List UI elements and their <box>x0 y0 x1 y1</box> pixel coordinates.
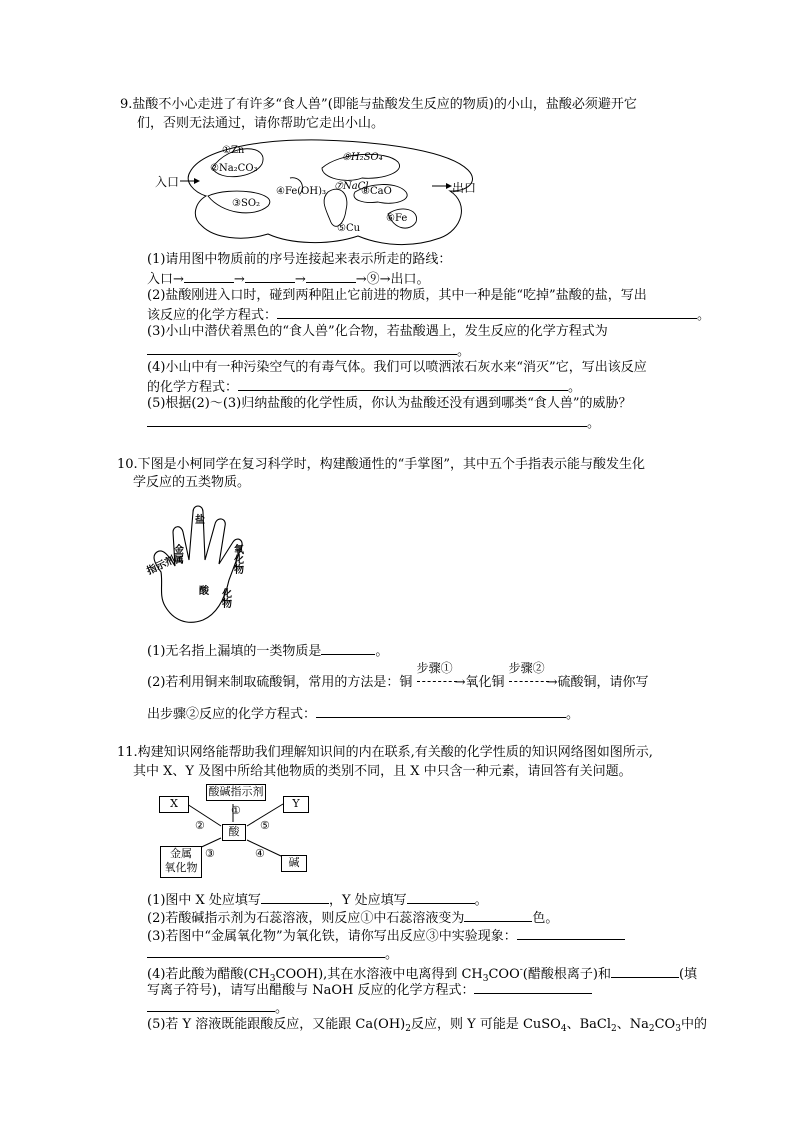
q11-p5-t6: 中的 <box>680 1017 707 1032</box>
q11-p5-sub4: 2 <box>648 1024 655 1034</box>
palm-label-2: 化物 <box>219 588 231 608</box>
q11-p5-sub1: 2 <box>405 1024 411 1034</box>
q11-part4-line2 <box>147 980 592 999</box>
step1-arrow <box>416 661 461 691</box>
node-metal-oxide <box>160 846 202 878</box>
edge-4: ④ <box>255 847 265 860</box>
q9-part4-line2 <box>147 377 581 396</box>
route-arrow-1: → <box>233 272 245 287</box>
q10-hand-diagram <box>143 502 258 627</box>
q11-p5-t1: (5)若 Y 溶液既能跟酸反应，又能跟 Ca(OH) <box>147 1017 406 1032</box>
q11-part1-label: (1)图中 X 处应填写 <box>147 893 261 908</box>
q10-part2-line2 <box>147 704 579 723</box>
item-so2: ③SO₂ <box>232 198 261 209</box>
q10-part2-period: 。 <box>566 707 580 722</box>
q9-part4-period: 。 <box>568 380 582 395</box>
metal-oxide-line1: 金属 <box>170 847 192 860</box>
step2-arrowhead: → <box>546 675 558 690</box>
copper-oxide: 氧化铜 <box>465 675 505 690</box>
q10-part2-label2: 出步骤②反应的化学方程式： <box>147 707 317 722</box>
node-indicator: 酸碱指示剂 <box>206 784 266 801</box>
q9-part4-line1: (4)小山中有一种污染空气的有毒气体。我们可以喷洒浓石灰水来“消灭”它，写出该反应 <box>147 360 647 375</box>
item-na2co3: ②Na₂CO₃ <box>210 163 258 174</box>
item-h2so4: ⑨H₂SO₄ <box>342 152 383 163</box>
q11-p4-sup: - <box>519 965 523 975</box>
q11-part5-line1 <box>147 1016 707 1038</box>
q11-p5-sub2: 4 <box>560 1024 567 1034</box>
q9-part5-line1: (5)根据(2)～(3)归纳盐酸的化学性质，你认为盐酸还没有遇到哪类“食人兽”的威胁？ <box>147 396 632 411</box>
q11-p4-t3: COO <box>488 967 520 982</box>
q9-part3-line1: (3)小山中潜伏着黑色的“食人兽”化合物，若盐酸遇上，发生反应的化学方程式为 <box>147 324 608 339</box>
q9-part1-route <box>147 269 430 288</box>
q11-p4-t5: (填 <box>678 967 698 982</box>
q9-part5-period: 。 <box>587 416 601 431</box>
q11-p5-t3: 、BaCl <box>566 1017 611 1032</box>
q11-stem-line1: 11.构建知识网络能帮助我们理解知识间的内在联系,有关酸的化学性质的知识网络图如图所示, <box>117 745 653 760</box>
q10-stem-line1: 10.下图是小柯同学在复习科学时，构建酸通性的“手掌图”，其中五个手指表示能与酸发生化 <box>117 457 645 472</box>
q11-part2-label: (2)若酸碱指示剂为石蕊溶液，则反应①中石蕊溶液变为 <box>147 911 465 926</box>
entrance-label: 入口 <box>155 175 180 189</box>
q11-part2-tail: 色。 <box>532 911 559 926</box>
node-y: Y <box>283 796 309 813</box>
exit-label: 出口 <box>452 181 477 195</box>
step2-arrow <box>508 661 553 691</box>
q11-part3-line1 <box>147 926 625 945</box>
q11-part3-answer-a[interactable] <box>517 926 625 940</box>
q11-part1-period: 。 <box>474 893 488 908</box>
step2-label: 步骤② <box>508 661 545 675</box>
q11-stem-line2: 其中 X、Y 及图中所给其他物质的类别不同，且 X 中只含一种元素，请回答有关问题。 <box>133 764 632 779</box>
q11-part2-answer[interactable] <box>464 908 532 922</box>
q11-part1 <box>147 890 488 909</box>
middle-label: 盐 <box>192 514 204 524</box>
q10-part1-answer[interactable] <box>321 641 375 655</box>
q9-part2-line2 <box>147 305 710 324</box>
q9-part4-label: 的化学方程式： <box>147 380 239 395</box>
q9-stem-line2: 们，否则无法通过，请你帮助它走出小山。 <box>137 116 385 131</box>
index-label: 金属 <box>171 544 183 564</box>
q11-p4-t2: COOH),其在水溶液中电离得到 CH <box>275 967 483 982</box>
node-base: 碱 <box>281 855 307 872</box>
item-feoh3: ④Fe(OH)₃ <box>276 186 327 197</box>
q9-part3-answer[interactable] <box>147 341 457 355</box>
route-end: →⑨→出口。 <box>355 272 430 287</box>
route-blank-3[interactable] <box>306 269 356 283</box>
palm-label: 酸 <box>199 586 209 597</box>
q11-p4-t1: (4)若此酸为醋酸(CH <box>147 967 270 982</box>
route-start: 入口→ <box>147 272 184 287</box>
item-zn: ①Zn <box>222 145 245 156</box>
q11-p5-sub3: 2 <box>611 1024 617 1034</box>
step1-arrowhead: → <box>454 675 466 690</box>
item-cu: ⑤Cu <box>337 223 361 234</box>
q11-p5-t2: 反应，则 Y 可能是 CuSO <box>410 1017 561 1032</box>
step1-label: 步骤① <box>416 661 453 675</box>
q9-part5-line2 <box>147 413 600 432</box>
q9-part4-answer[interactable] <box>238 377 568 391</box>
q9-part3-line2 <box>147 341 470 360</box>
q11-p5-t5: CO <box>654 1017 676 1032</box>
metal-oxide-line2: 氧化物 <box>164 861 198 874</box>
item-nacl: ⑦NaCl <box>334 181 369 192</box>
q9-part2-answer[interactable] <box>277 305 697 319</box>
q9-part2-line1: (2)盐酸刚进入口时，碰到两种阻止它前进的物质，其中一种是能“吃掉”盐酸的盐，写出 <box>147 288 647 303</box>
q11-part3-label: (3)若图中“金属氧化物”为氧化铁，请你写出反应③中实验现象： <box>147 929 517 944</box>
q11-part4-answer-b[interactable] <box>147 998 275 1012</box>
q11-part4-line3 <box>147 998 288 1017</box>
q11-part1-mid: ，Y 处应填写 <box>328 893 407 908</box>
q9-part2-period: 。 <box>697 308 711 323</box>
q11-part3-period: 。 <box>385 947 399 962</box>
q9-part2-label: 该反应的化学方程式： <box>147 308 278 323</box>
node-x: X <box>159 796 189 813</box>
q11-p5-t4: 、Na <box>616 1017 649 1032</box>
route-blank-1[interactable] <box>184 269 234 283</box>
route-arrow-2: → <box>294 272 306 287</box>
thumb-label: 指示剂 <box>145 554 178 578</box>
q9-stem-line1: 9.盐酸不小心走进了有许多“食人兽”(即能与盐酸发生反应的物质)的小山，盐酸必须避开它 <box>120 97 637 112</box>
q9-part1-prompt: (1)请用图中物质前的序号连接起来表示所走的路线： <box>147 252 452 267</box>
q11-part4-answer-a[interactable] <box>474 980 592 994</box>
item-cao: ⑧CaO <box>361 186 392 197</box>
q10-part2-answer[interactable] <box>316 704 566 718</box>
q10-part2-label: (2)若利用铜来制取硫酸铜，常用的方法是：铜 <box>147 675 413 690</box>
q10-part1 <box>147 641 388 660</box>
edge-3: ③ <box>205 847 215 860</box>
q9-part3-period: 。 <box>457 344 471 359</box>
q11-part4-ion-answer[interactable] <box>611 964 679 978</box>
q11-x-answer[interactable] <box>261 890 329 904</box>
item-fe: ⑥Fe <box>386 213 408 224</box>
route-blank-2[interactable] <box>245 269 295 283</box>
q11-p4-sub2: 3 <box>482 974 489 984</box>
edge-1: ① <box>231 804 241 817</box>
pinky-label: 氧化物 <box>231 544 243 574</box>
node-acid: 酸 <box>222 824 246 841</box>
q9-part5-answer[interactable] <box>147 413 587 427</box>
q11-p4-t4: (醋酸根离子)和 <box>522 967 611 982</box>
q10-part1-label: (1)无名指上漏填的一类物质是 <box>147 644 322 659</box>
q11-part3-answer-b[interactable] <box>147 944 385 958</box>
q11-part3-line2 <box>147 944 398 963</box>
q10-stem-line2: 学反应的五类物质。 <box>133 475 251 490</box>
edge-5: ⑤ <box>260 819 270 832</box>
q11-part4-label: 写离子符号)，请写出醋酸与 NaOH 反应的化学方程式： <box>147 983 475 998</box>
q11-p4-sub1: 3 <box>269 974 276 984</box>
q11-p5-sub5: 3 <box>675 1024 681 1034</box>
q10-part2-tail: 硫酸铜，请你写 <box>557 675 649 690</box>
q11-part4-period: 。 <box>275 1001 289 1016</box>
q10-part2-line1 <box>147 661 649 691</box>
q11-part2 <box>147 908 558 927</box>
q10-part1-period: 。 <box>375 644 389 659</box>
q11-y-answer[interactable] <box>407 890 475 904</box>
edge-2: ② <box>195 819 205 832</box>
